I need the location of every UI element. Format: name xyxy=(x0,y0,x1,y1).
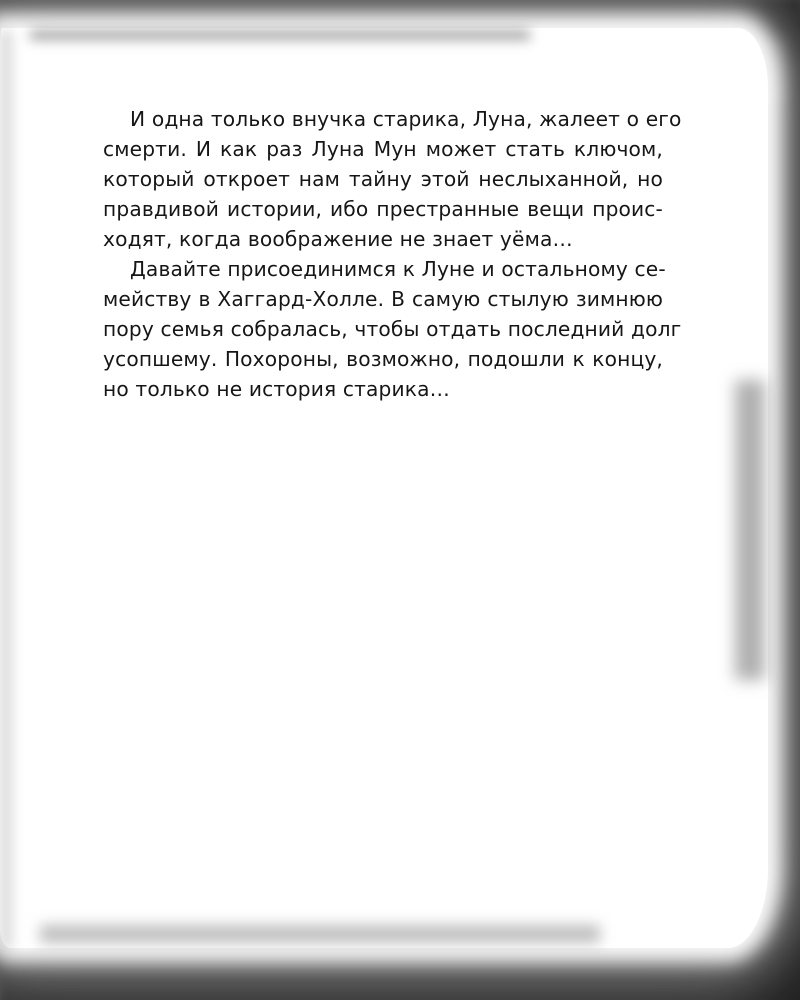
ink-smudge-left-inner xyxy=(0,30,12,950)
ink-smudge-top xyxy=(0,0,800,30)
text-line: пору семья собралась, чтобы отдать последний долг xyxy=(103,317,682,341)
ink-smudge-bottom xyxy=(0,945,800,1000)
text-line: ходят, когда воображение не знает уёма… xyxy=(103,227,573,251)
text-line: который откроет нам тайну этой неслыханной, но xyxy=(103,167,663,191)
text-line: усопшему. Похороны, возможно, подошли к концу, xyxy=(103,347,663,371)
paragraph-1 xyxy=(103,104,682,254)
text-line: смерти. И как раз Луна Мун может стать ключом, xyxy=(103,137,663,161)
paragraph-2 xyxy=(103,254,682,404)
text-line: правдивой истории, ибо престранные вещи проис- xyxy=(103,197,663,221)
text-line: мейству в Хаггард-Холле. В самую стылую зимнюю xyxy=(103,287,663,311)
body-text xyxy=(103,104,682,404)
text-line: И одна только внучка старика, Луна, жалеет о его xyxy=(130,107,682,131)
ink-smudge-top-inner xyxy=(30,30,530,40)
text-line: Давайте присоединимся к Луне и остальному се- xyxy=(130,257,666,281)
ink-smudge-bottom-inner xyxy=(40,925,600,943)
ink-smudge-right-inner xyxy=(735,380,765,680)
text-line: но только не история старика… xyxy=(103,377,450,401)
